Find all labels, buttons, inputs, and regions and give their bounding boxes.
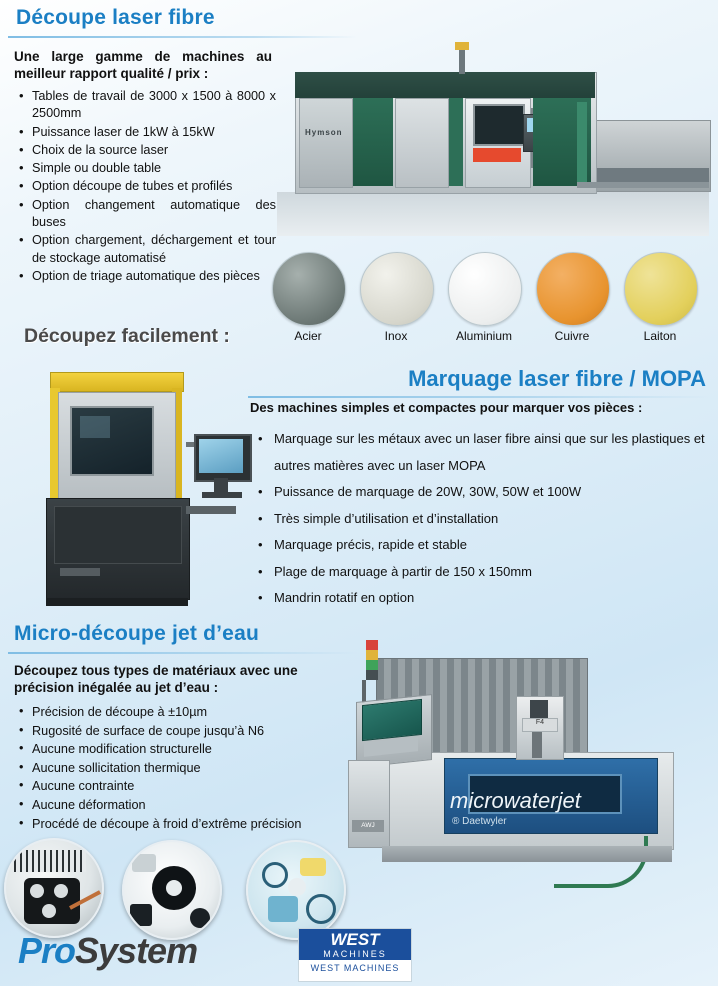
material-label: Acier: [294, 329, 322, 343]
list-item: • Option de triage automatique des pièces: [14, 268, 276, 285]
logo-line-1: WEST: [299, 929, 411, 949]
waterjet-intro: Découpez tous types de matériaux avec une précision inégalée au jet d’eau :: [14, 663, 298, 695]
material-swatch-aluminium: [448, 252, 522, 326]
list-item: • Procédé de découpe à froid d’extrême précision: [14, 815, 364, 834]
section-divider-3: [8, 652, 358, 654]
logo-line-3: WEST MACHINES: [310, 963, 400, 973]
logo-line-2: MACHINES: [299, 949, 411, 960]
laser-fibre-tagline: Découpez facilement :: [24, 325, 230, 347]
list-item: • Aucune contrainte: [14, 777, 364, 796]
material-label: Cuivre: [554, 329, 590, 343]
laser-cutting-machine-photo: [277, 42, 709, 250]
sample-photo-2: [122, 840, 222, 940]
list-item: • Plage de marquage à partir de 150 x 150mm: [252, 559, 707, 586]
list-item: • Aucune modification structurelle: [14, 740, 364, 759]
list-item: • Tables de travail de 3000 x 1500 à 8000 x 2500mm: [14, 88, 276, 123]
section-title-marquage: Marquage laser fibre / MOPA: [408, 366, 706, 391]
waterjet-brand-label: microwaterjet: [450, 788, 581, 813]
material-swatch-row: [272, 252, 712, 352]
sample-photo-3: [246, 840, 346, 940]
list-item: • Rugosité de surface de coupe jusqu’à N6: [14, 722, 364, 741]
section-title-laser-fibre: Découpe laser fibre: [16, 6, 215, 29]
material-label: Laiton: [643, 329, 677, 343]
list-item: • Aucune déformation: [14, 796, 364, 815]
material-label: Aluminium: [455, 329, 512, 343]
list-item: • Aucune sollicitation thermique: [14, 759, 364, 778]
list-item: • Marquage précis, rapide et stable: [252, 532, 707, 559]
list-item: • Simple ou double table: [14, 160, 276, 177]
material-label: Inox: [384, 329, 408, 343]
marquage-intro: Des machines simples et compactes pour marquer vos pièces :: [250, 400, 643, 415]
company-brand: [18, 930, 197, 972]
laser-fibre-bullet-list: [14, 88, 276, 286]
section-title-waterjet: Micro-découpe jet d’eau: [14, 622, 259, 645]
waterjet-awj-label: AWJ: [352, 820, 384, 832]
list-item: • Puissance laser de 1kW à 15kW: [14, 124, 276, 141]
west-machines-logo: [298, 928, 412, 982]
list-item: • Précision de découpe à ±10µm: [14, 703, 364, 722]
material-swatch-acier: [272, 252, 346, 326]
sample-photo-1: [4, 838, 104, 938]
material-swatch-laiton: [624, 252, 698, 326]
machine-brand-label: Hymson: [305, 128, 343, 137]
waterjet-bullet-list: [14, 703, 364, 833]
section-divider-2: [248, 396, 710, 398]
list-item: • Choix de la source laser: [14, 142, 276, 159]
brand-part-1: Pro: [18, 930, 76, 971]
section-divider-1: [8, 36, 358, 38]
marquage-bullet-list: [252, 426, 707, 612]
list-item: • Option chargement, déchargement et tour de stockage automatisé: [14, 232, 276, 267]
marking-machine-photo: [36, 372, 246, 612]
list-item: • Marquage sur les métaux avec un laser fibre ainsi que sur les plastiques et autres matières avec un laser MOPA: [252, 426, 707, 479]
laser-fibre-intro: Une large gamme de machines au meilleur rapport qualité / prix :: [14, 49, 272, 81]
brand-part-2: System: [75, 930, 198, 971]
list-item: • Très simple d’utilisation et d’installation: [252, 506, 707, 533]
waterjet-screen-label: F4: [522, 718, 558, 732]
material-swatch-cuivre: [536, 252, 610, 326]
list-item: • Puissance de marquage de 20W, 30W, 50W et 100W: [252, 479, 707, 506]
list-item: • Option découpe de tubes et profilés: [14, 178, 276, 195]
waterjet-brand-sub-label: ® Daetwyler: [452, 816, 507, 827]
waterjet-machine-photo: [348, 640, 716, 900]
list-item: • Option changement automatique des buses: [14, 197, 276, 232]
material-swatch-inox: [360, 252, 434, 326]
list-item: • Mandrin rotatif en option: [252, 585, 707, 612]
